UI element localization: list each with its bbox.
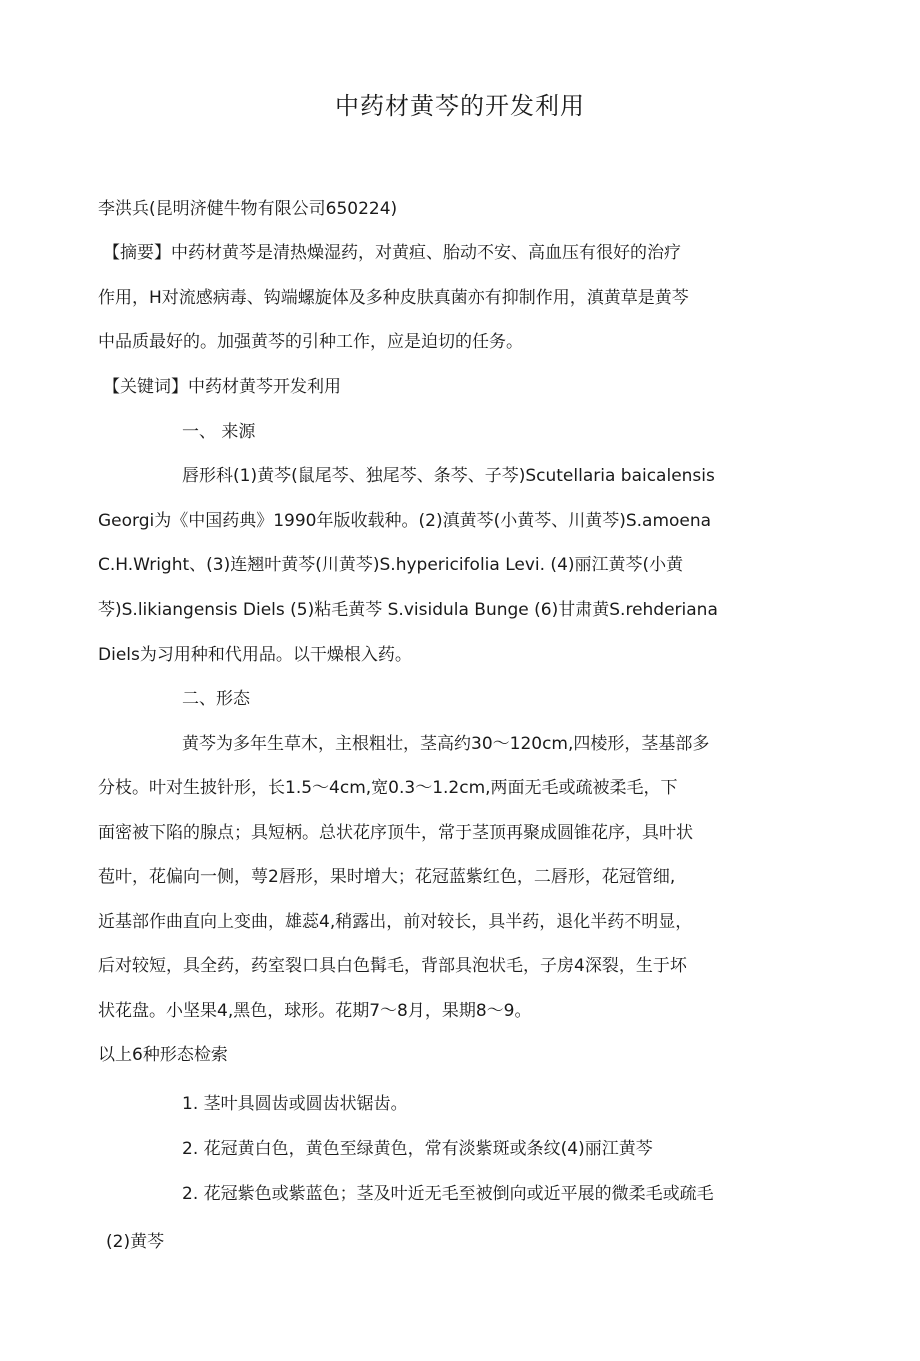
source-text-line: Diels为习用种和代用品。以干燥根入药。 xyxy=(98,645,412,665)
key-intro: 以上6种形态检索 xyxy=(98,1045,228,1065)
source-text-line: C.H.Wright、(3)连翘叶黄芩(川黄芩)S.hypericifolia Levi. (4)丽江黄芩(小黄 xyxy=(98,555,684,575)
key-item: 2. 花冠黄白色，黄色至绿黄色，常有淡紫斑或条纹(4)丽江黄芩 xyxy=(182,1139,653,1159)
author-line: 李洪兵(昆明济健牛物有限公司650224) xyxy=(98,199,398,219)
source-text-line: 芩)S.likiangensis Diels (5)粘毛黄芩 S.visidula Bunge (6)甘肃黄S.rehderiana xyxy=(98,600,718,620)
abstract-line: 【摘要】中药材黄芩是清热燥湿药，对黄疸、胎动不安、高血压有很好的治疗 xyxy=(103,243,681,263)
abstract-line: 作用，H对流感病毒、钩端螺旋体及多种皮肤真菌亦有抑制作用，滇黄草是黄芩 xyxy=(98,288,689,308)
source-text-line: 唇形科(1)黄芩(鼠尾芩、独尾芩、条芩、子芩)Scutellaria baicalensis xyxy=(182,466,715,486)
key-item: 1. 茎叶具圆齿或圆齿状锯齿。 xyxy=(182,1094,408,1114)
document-title: 中药材黄芩的开发利用 xyxy=(335,92,585,120)
morphology-text-line: 状花盘。小坚果4,黑色，球形。花期7〜8月，果期8〜9。 xyxy=(98,1001,532,1021)
morphology-text-line: 面密被下陷的腺点；具短柄。总状花序顶牛，常于茎顶再聚成圆锥花序，具叶状 xyxy=(98,823,693,843)
morphology-text-line: 分枝。叶对生披针形，长1.5〜4cm,宽0.3〜1.2cm,两面无毛或疏被柔毛，下 xyxy=(98,778,678,798)
section-heading-source: 一、 来源 xyxy=(182,422,256,442)
morphology-text-line: 黄芩为多年生草木，主根粗壮，茎高约30〜120cm,四棱形，茎基部多 xyxy=(182,734,710,754)
section-heading-morphology: 二、形态 xyxy=(182,689,250,709)
abstract-line: 中品质最好的。加强黄芩的引种工作，应是迫切的任务。 xyxy=(98,332,523,352)
keywords-line: 【关键词】中药材黄芩开发利用 xyxy=(103,377,341,397)
morphology-text-line: 苞叶，花偏向一侧，萼2唇形，果时增大；花冠蓝紫红色，二唇形，花冠管细, xyxy=(98,867,676,887)
morphology-text-line: 后对较短，具全药，药室裂口具白色髯毛，背部具泡状毛，子房4深裂，生于坏 xyxy=(98,956,687,976)
key-item: 2. 花冠紫色或紫蓝色；茎及叶近无毛至被倒向或近平展的微柔毛或疏毛 xyxy=(182,1184,714,1204)
key-item: (2)黄芩 xyxy=(106,1232,165,1252)
morphology-text-line: 近基部作曲直向上变曲，雄蕊4,稍露出，前对较长，具半药，退化半药不明显， xyxy=(98,912,693,932)
source-text-line: Georgi为《中国药典》1990年版收载种。(2)滇黄芩(小黄芩、川黄芩)S.amoena xyxy=(98,511,712,531)
